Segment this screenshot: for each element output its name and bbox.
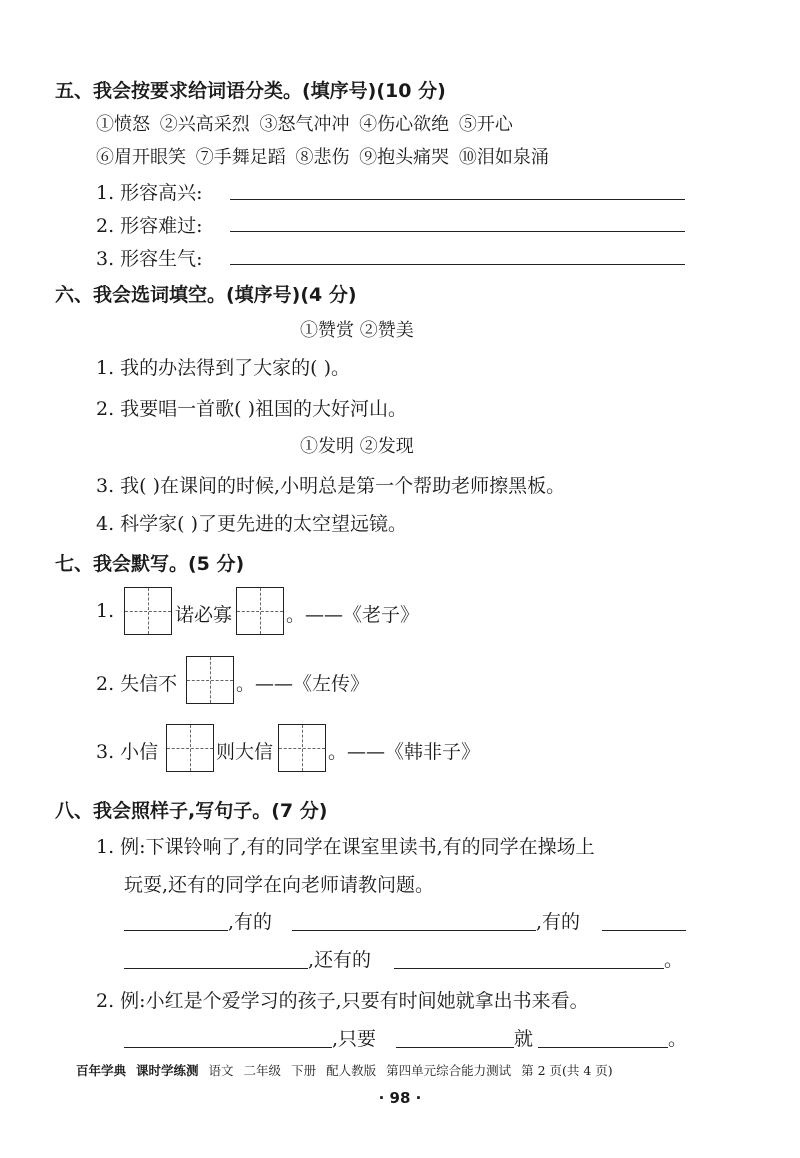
footer-test-name: 第四单元综合能力测试 [386,1063,512,1078]
footer-series: 课时学练测 [136,1063,199,1078]
section-6-q2: 2. 我要唱一首歌( )祖国的大好河山。 [96,398,408,420]
section-7-q3-middle: 则大信 [216,741,274,763]
section-7-q2-source: 。——《左传》 [236,673,370,695]
section-6-options-1: ①赞赏 ②赞美 [300,320,414,341]
section-8-r1-text-1: ,有的 [228,911,273,933]
section-5-words-row1: ①愤怒 ②兴高采烈 ③怒气冲冲 ④伤心欲绝 ⑤开心 [96,114,513,135]
section-8-example-1-line2: 玩耍,还有的同学在向老师请教问题。 [124,874,435,896]
section-5-q2-answer-line[interactable] [230,231,685,232]
footer-grade: 二年级 [243,1063,282,1078]
section-8-r3-blank-3[interactable] [538,1047,668,1048]
section-8-title: 八、我会照样子,写句子。(7 分) [55,800,328,822]
section-8-r2-end: 。 [664,949,684,971]
section-8-r1-blank-3[interactable] [602,930,686,931]
section-8-r1-text-2: ,有的 [536,911,581,933]
section-8-r3-text-1: ,只要 [332,1028,377,1050]
footer-subject: 语文 [208,1063,234,1078]
section-8-r3-blank-1[interactable] [124,1047,332,1048]
footer-page-info: 第 2 页(共 4 页) [521,1063,613,1078]
footer-bar [76,1061,613,1079]
footer-edition: 配人教版 [326,1063,377,1078]
section-8-r1-blank-1[interactable] [124,930,228,931]
section-8-r2-text-1: ,还有的 [308,949,372,971]
section-6-options-2: ①发明 ②发现 [300,436,414,457]
section-7-q1-middle: 诺必寡 [175,604,233,626]
section-7-q3-prefix: 3. 小信 [96,741,159,763]
section-5-q3-answer-line[interactable] [230,264,685,265]
section-5-q2-label: 2. 形容难过: [96,215,203,237]
section-7-title: 七、我会默写。(5 分) [55,553,245,575]
section-7-q3-source: 。——《韩非子》 [328,741,481,763]
section-5-q3-label: 3. 形容生气: [96,248,203,270]
writing-box[interactable] [186,656,234,704]
section-7-q1-number: 1. [96,600,115,622]
section-6-q4: 4. 科学家( )了更先进的太空望远镜。 [96,513,408,535]
footer-volume: 下册 [291,1063,317,1078]
section-8-r3-end: 。 [668,1028,688,1050]
writing-box[interactable] [236,587,284,635]
writing-box[interactable] [166,724,214,772]
writing-box[interactable] [124,587,172,635]
section-5-q1-answer-line[interactable] [230,199,685,200]
section-7-q1-source: 。——《老子》 [286,604,420,626]
section-6-title: 六、我会选词填空。(填序号)(4 分) [55,284,357,306]
section-5-q1-label: 1. 形容高兴: [96,182,203,204]
section-8-example-1-line1: 1. 例:下课铃响了,有的同学在课室里读书,有的同学在操场上 [96,836,595,858]
section-5-words-row2: ⑥眉开眼笑 ⑦手舞足蹈 ⑧悲伤 ⑨抱头痛哭 ⑩泪如泉涌 [96,147,549,168]
footer-brand: 百年学典 [76,1063,127,1078]
section-8-r1-blank-2[interactable] [292,930,536,931]
section-8-r3-blank-2[interactable] [396,1047,514,1048]
section-6-q1: 1. 我的办法得到了大家的( )。 [96,357,351,379]
section-8-r2-blank-2[interactable] [394,968,664,969]
section-6-q3: 3. 我( )在课间的时候,小明总是第一个帮助老师擦黑板。 [96,475,566,497]
section-8-example-2: 2. 例:小红是个爱学习的孩子,只要有时间她就拿出书来看。 [96,990,589,1012]
writing-box[interactable] [278,724,326,772]
section-5-title: 五、我会按要求给词语分类。(填序号)(10 分) [55,80,446,102]
section-7-q2-prefix: 2. 失信不 [96,673,178,695]
section-8-r2-blank-1[interactable] [124,968,308,969]
page-number: · 98 · [378,1089,422,1107]
section-8-r3-text-2: 就 [514,1028,534,1050]
